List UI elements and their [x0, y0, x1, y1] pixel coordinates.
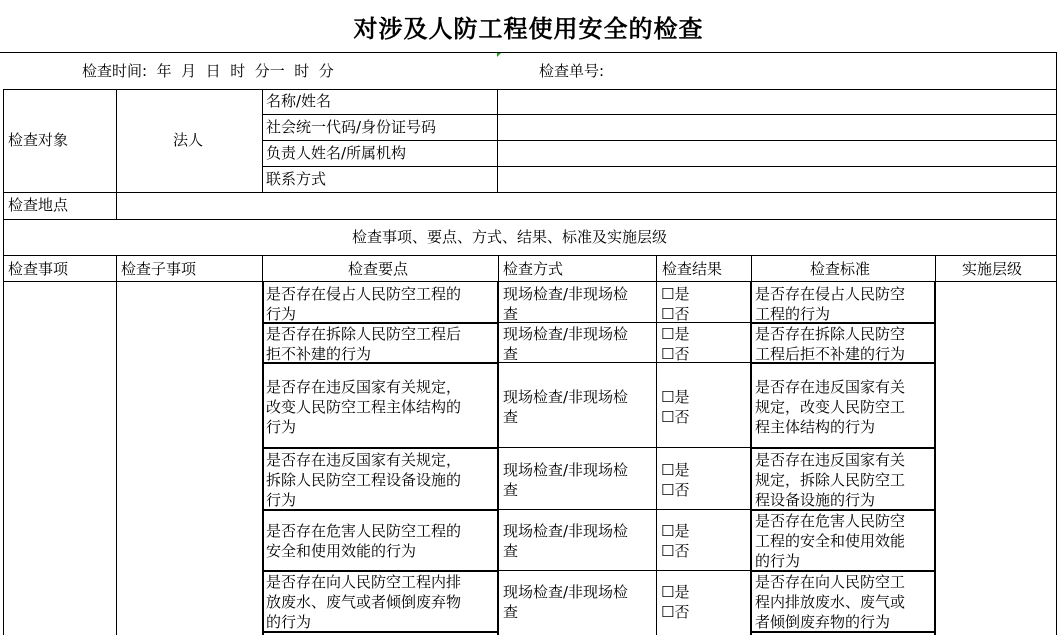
table-row-5-standard: 是否存在危害人民防空 工程的安全和使用效能 的行为	[755, 512, 906, 570]
rule	[751, 447, 936, 449]
rule	[262, 447, 499, 449]
checkbox-no[interactable]: ☐否	[661, 345, 690, 363]
table-row-3-point: 是否存在违反国家有关规定， 改变人民防空工程主体结构的 行为	[266, 378, 462, 436]
checkbox-yes[interactable]: ☐是	[661, 583, 690, 601]
table-row-6-method: 现场检查/非现场检 查	[503, 583, 629, 621]
rule	[751, 362, 936, 364]
table-row-6-standard: 是否存在向人民防空工 程内排放废水、废气或 者倾倒废弃物的行为	[755, 573, 906, 631]
rule	[498, 322, 751, 323]
field-owner-label: 负责人姓名/所属机构	[266, 144, 407, 162]
table-row-3-standard: 是否存在违反国家有关 规定，改变人民防空工 程主体结构的行为	[755, 378, 906, 436]
rule	[498, 447, 751, 448]
checkbox-no[interactable]: ☐否	[661, 481, 690, 499]
checkbox-yes[interactable]: ☐是	[661, 388, 690, 406]
rule	[262, 166, 1057, 167]
subject-type: 法人	[173, 131, 204, 149]
col-header-point: 检查要点	[348, 260, 409, 278]
table-row-2-standard: 是否存在拆除人民防空 工程后拒不补建的行为	[755, 325, 906, 363]
table-row-3-method: 现场检查/非现场检 查	[503, 388, 629, 426]
table-row-1-point: 是否存在侵占人民防空工程的 行为	[266, 285, 462, 323]
col-header-level: 实施层级	[962, 260, 1023, 278]
checkbox-no[interactable]: ☐否	[661, 408, 690, 426]
col-header-standard: 检查标准	[810, 260, 871, 278]
checkbox-no[interactable]: ☐否	[661, 305, 690, 323]
cell-marker	[497, 53, 501, 57]
rule	[116, 89, 117, 219]
rule	[3, 89, 4, 635]
col-header-item: 检查事项	[8, 260, 69, 278]
rule	[750, 281, 752, 635]
location-label: 检查地点	[8, 196, 69, 214]
subject-label: 检查对象	[8, 131, 69, 149]
rule	[751, 631, 936, 633]
check-time-label: 检查时间: 年 月 日 时 分一 时 分	[82, 62, 334, 80]
rule	[116, 255, 117, 635]
rule	[934, 281, 936, 635]
rule	[656, 255, 657, 635]
checkbox-no[interactable]: ☐否	[661, 542, 690, 560]
rule	[3, 219, 1057, 220]
table-row-1-result[interactable]	[661, 284, 689, 324]
title-row	[0, 0, 1057, 53]
rule	[498, 362, 751, 363]
rule	[3, 192, 1057, 193]
table-row-3-result[interactable]	[661, 387, 689, 427]
rule	[262, 631, 499, 633]
section-title: 检查事项、要点、方式、结果、标准及实施层级	[352, 228, 668, 246]
field-contact-label: 联系方式	[266, 170, 327, 188]
table-row-4-point: 是否存在违反国家有关规定， 拆除人民防空工程设备设施的 行为	[266, 451, 462, 509]
table-row-2-result[interactable]	[661, 324, 689, 364]
rule	[262, 362, 499, 364]
col-header-method: 检查方式	[503, 260, 564, 278]
rule	[497, 281, 499, 635]
table-row-2-method: 现场检查/非现场检 查	[503, 325, 629, 363]
rule	[262, 281, 264, 635]
table-row-5-point: 是否存在危害人民防空工程的 安全和使用效能的行为	[266, 522, 462, 560]
check-number-label: 检查单号:	[539, 62, 605, 80]
page-title: 对涉及人防工程使用安全的检查	[353, 14, 704, 43]
table-row-4-standard: 是否存在违反国家有关 规定，拆除人民防空工 程设备设施的行为	[755, 451, 906, 509]
table-row-4-result[interactable]	[661, 460, 689, 500]
rule	[262, 140, 1057, 141]
table-row-1-standard: 是否存在侵占人民防空 工程的行为	[755, 285, 906, 323]
field-name-label: 名称/姓名	[266, 92, 332, 110]
rule	[262, 114, 1057, 115]
rule	[498, 509, 751, 510]
checkbox-yes[interactable]: ☐是	[661, 461, 690, 479]
table-row-5-result[interactable]	[661, 521, 689, 561]
rule	[3, 255, 1057, 256]
rule	[3, 89, 1057, 90]
checkbox-yes[interactable]: ☐是	[661, 285, 690, 303]
checkbox-no[interactable]: ☐否	[661, 603, 690, 621]
table-row-4-method: 现场检查/非现场检 查	[503, 461, 629, 499]
col-header-subitem: 检查子事项	[121, 260, 197, 278]
checkbox-yes[interactable]: ☐是	[661, 522, 690, 540]
table-row-5-method: 现场检查/非现场检 查	[503, 522, 629, 560]
table-row-1-method: 现场检查/非现场检 查	[503, 285, 629, 323]
rule	[3, 281, 1057, 282]
table-row-2-point: 是否存在拆除人民防空工程后 拒不补建的行为	[266, 325, 462, 363]
table-row-6-result[interactable]	[661, 582, 689, 622]
rule	[498, 570, 751, 571]
table-row-6-point: 是否存在向人民防空工程内排 放废水、废气或者倾倒废弃物 的行为	[266, 573, 462, 631]
field-code-label: 社会统一代码/身份证号码	[266, 118, 437, 136]
col-header-result: 检查结果	[662, 260, 723, 278]
rule	[262, 509, 499, 511]
checkbox-yes[interactable]: ☐是	[661, 325, 690, 343]
